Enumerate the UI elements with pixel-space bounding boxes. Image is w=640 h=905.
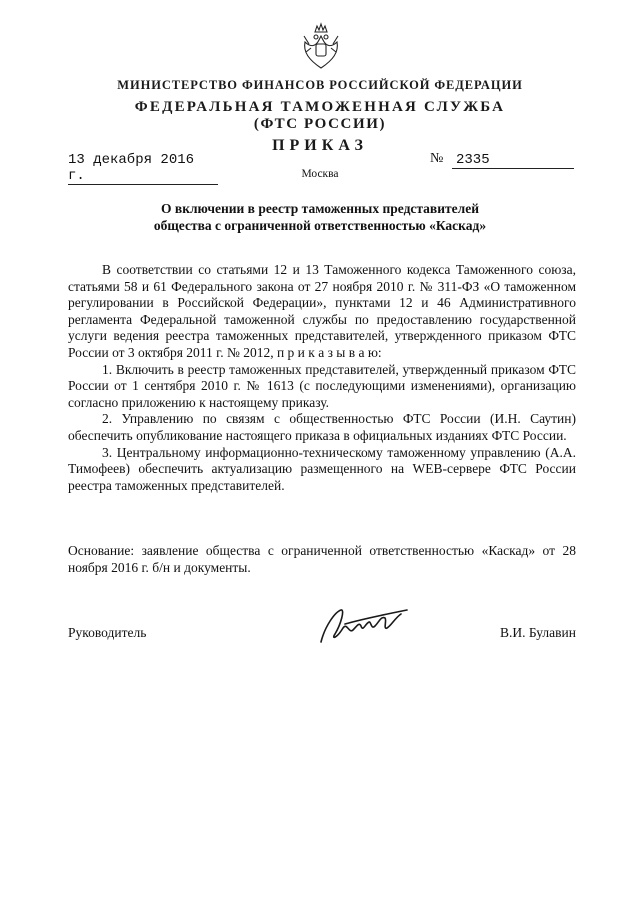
handwritten-signature (315, 604, 415, 648)
order-date: 13 декабря 2016 г. (68, 152, 218, 185)
order-title-line: О включении в реестр таможенных представителей (161, 201, 479, 216)
state-emblem-icon (301, 22, 341, 70)
order-item-1: 1. Включить в реестр таможенных представителей, утвержденный приказом ФТС России от 1 сентября 2010 г. № 1613 (с последующими изменениями), организацию согласно приложению к настоящему приказу. (68, 361, 576, 410)
order-title (0, 200, 640, 234)
order-city: Москва (301, 168, 339, 180)
basis-text: Основание: заявление общества с ограниченной ответственностью «Каскад» от 28 ноября 2016 г. б/н и документы. (68, 543, 576, 575)
service-abbreviation: (ФТС РОССИИ) (253, 116, 387, 132)
order-number: 2335 (452, 152, 574, 169)
order-title-line: общества с ограниченной ответственностью «Каскад» (153, 218, 487, 233)
ministry-heading: МИНИСТЕРСТВО ФИНАНСОВ РОССИЙСКОЙ ФЕДЕРАЦИИ (117, 78, 523, 92)
basis-paragraph (68, 543, 576, 576)
signer-role: Руководитель (68, 625, 147, 640)
intro-paragraph: В соответствии со статьями 12 и 13 Таможенного кодекса Таможенного союза, статьями 58 и 61 Федерального закона от 27 ноября 2010 г. № 311-ФЗ «О таможенном регулировании в Российской Федерации», пунктами 12 и 46 Административного регламента Федеральной таможенной службы по предоставлению государственной услуги ведения реестра таможенных представителей, утвержденного приказом ФТС России от 3 октября 2011 г. № 2012, п р и к а з ы в а ю: (68, 262, 576, 360)
order-number-label: № (430, 151, 444, 166)
order-item-3: 3. Центральному информационно-техническому таможенному управлению (А.А. Тимофеев) обеспечить актуализацию размещенного на WEB-сервере ФТС России реестра таможенных представителей. (68, 444, 576, 493)
document-type-heading: ПРИКАЗ (272, 137, 368, 154)
order-body (68, 262, 576, 494)
order-item-2: 2. Управлению по связям с общественностью ФТС России (И.Н. Саутин) обеспечить опубликование настоящего приказа в официальных изданиях ФТС России. (68, 411, 576, 443)
service-heading: ФЕДЕРАЛЬНАЯ ТАМОЖЕННАЯ СЛУЖБА (134, 99, 506, 115)
signer-name: В.И. Булавин (499, 625, 576, 640)
